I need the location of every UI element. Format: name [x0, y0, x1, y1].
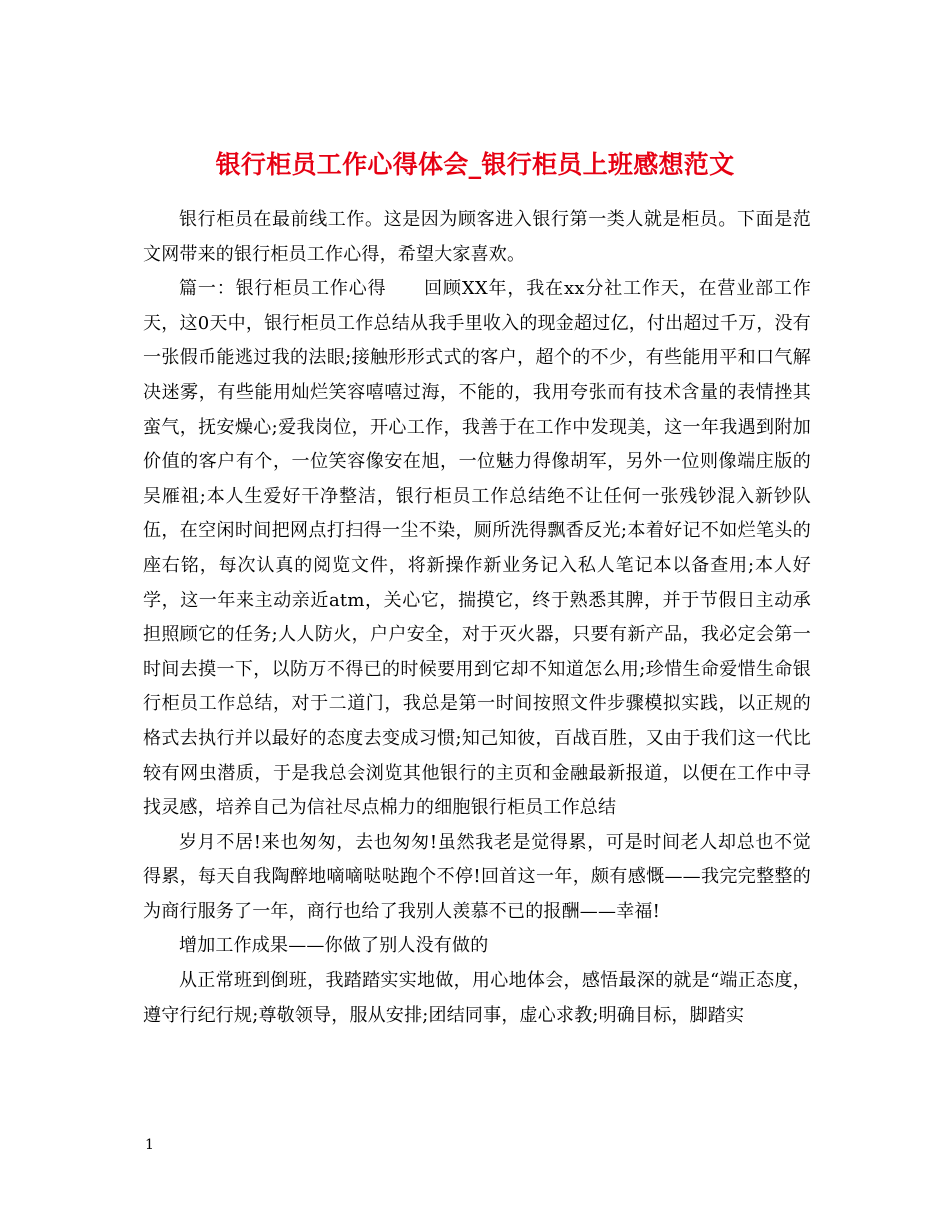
paragraph-chapter-one: 篇一：银行柜员工作心得 回顾XX年，我在xx分社工作天，在营业部工作天，这0天中，银行柜员工作总结从我手里收入的现金超过亿，付出超过千万，没有一张假币能逃过我的法眼;接触形形式式的客户，超个的不少，有些能用平和口气解决迷雾，有些能用灿烂笑容嘻嘻过海，不能的，我用夸张而有技术含量的表情挫其蛮气，抚安燥心;爱我岗位，开心工作，我善于在工作中发现美，这一年我遇到附加价值的客户有个，一位笑容像安在旭，一位魅力得像胡军，另外一位则像端庄版的吴雁祖;本人生爱好干净整洁，银行柜员工作总结绝不让任何一张残钞混入新钞队伍，在空闲时间把网点打扫得一尘不染，厕所洗得飘香反光;本着好记不如烂笔头的座右铭，每次认真的阅览文件，将新操作新业务记入私人笔记本以备查用;本人好学，这一年来主动亲近atm，关心它，揣摸它，终于熟悉其脾，并于节假日主动承担照顾它的任务;人人防火，户户安全，对于灭火器，只要有新产品，我必定会第一时间去摸一下，以防万不得已的时候要用到它却不知道怎么用;珍惜生命爱惜生命银行柜员工作总结，对于二道门，我总是第一时间按照文件步骤模拟实践，以正规的格式去执行并以最好的态度去变成习惯;知己知彼，百战百胜，又由于我们这一代比较有网虫潜质，于是我总会浏览其他银行的主页和金融最新报道，以便在工作中寻找灵感，培养自己为信社尽点棉力的细胞银行柜员工作总结 [143, 278, 811, 819]
paragraph-shift-work: 从正常班到倒班，我踏踏实实地做，用心地体会，感悟最深的就是“端正态度，遵守行纪行规;尊敬领导，服从安排;团结同事，虚心求教;明确目标，脚踏实 [143, 970, 811, 1026]
page-number: 1 [145, 1137, 154, 1153]
document-body [143, 203, 811, 1033]
paragraph-intro: 银行柜员在最前线工作。这是因为顾客进入银行第一类人就是柜员。下面是范文网带来的银行柜员工作心得，希望大家喜欢。 [143, 209, 811, 265]
paragraph-work-results: 增加工作成果——你做了别人没有做的 [179, 935, 489, 957]
document-title: 银行柜员工作心得体会_银行柜员上班感想范文 [215, 149, 735, 179]
paragraph-years: 岁月不居!来也匆匆，去也匆匆!虽然我老是觉得累，可是时间老人却总也不觉得累，每天自我陶醉地嘀嘀哒哒跑个不停!回首这一年，颇有感慨——我完完整整的为商行服务了一年，商行也给了我别人羡慕不已的报酬——幸福! [143, 831, 811, 922]
